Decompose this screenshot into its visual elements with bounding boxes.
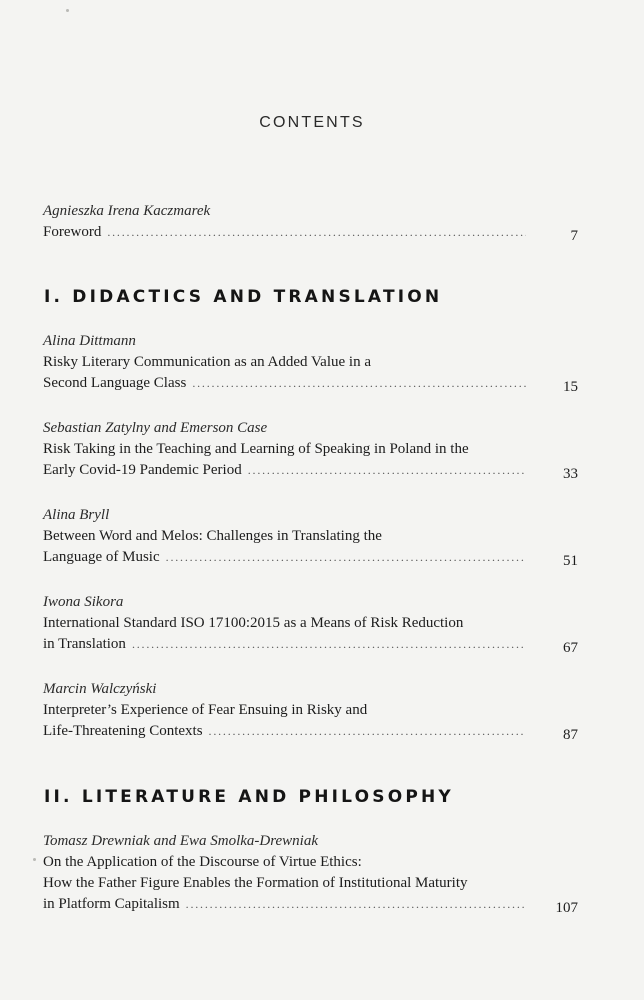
dot-leader <box>248 460 526 481</box>
toc-entry <box>43 505 578 568</box>
dot-leader <box>209 721 526 742</box>
entry-last-line <box>43 547 578 568</box>
entry-author: Agnieszka Irena Kaczmarek <box>43 203 211 219</box>
entry-last-line <box>43 460 578 481</box>
toc-entry <box>43 331 578 394</box>
paper-speck <box>66 9 69 12</box>
entry-author: Marcin Walczyński <box>43 681 157 697</box>
toc-entry <box>43 831 578 915</box>
entry-page-number: 107 <box>555 900 578 916</box>
entry-title-line: Second Language Class <box>43 375 187 391</box>
section-heading-didactics-translation: I. DIDACTICS AND TRANSLATION <box>44 287 443 307</box>
dot-leader <box>132 634 526 655</box>
toc-entry <box>43 679 578 742</box>
entry-title-line: Risky Literary Communication as an Added Value in a <box>43 354 371 370</box>
toc-entry-foreword <box>43 201 578 243</box>
entry-title-line: Interpreter’s Experience of Fear Ensuing in Risky and <box>43 702 368 718</box>
paper-speck <box>33 858 36 861</box>
entry-title-line: On the Application of the Discourse of Virtue Ethics: <box>43 854 362 870</box>
entry-last-line <box>43 222 578 243</box>
entry-title-line: Early Covid-19 Pandemic Period <box>43 462 242 478</box>
entry-page-number: 7 <box>570 228 578 244</box>
entry-title-line: How the Father Figure Enables the Formation of Institutional Maturity <box>43 875 468 891</box>
section-heading-literature-philosophy: II. LITERATURE AND PHILOSOPHY <box>44 787 454 807</box>
entry-page-number: 87 <box>563 727 578 743</box>
toc-entry <box>43 592 578 655</box>
entry-title-line: Foreword <box>43 224 102 240</box>
entry-title-line: Life-Threatening Contexts <box>43 723 203 739</box>
entry-page-number: 15 <box>563 379 578 395</box>
entry-last-line <box>43 634 578 655</box>
entry-author: Tomasz Drewniak and Ewa Smolka-Drewniak <box>43 833 318 849</box>
entry-title-line: Risk Taking in the Teaching and Learning of Speaking in Poland in the <box>43 441 469 457</box>
entry-page-number: 67 <box>563 640 578 656</box>
toc-entry <box>43 418 578 481</box>
page-title: CONTENTS <box>259 114 365 131</box>
dot-leader <box>186 894 526 915</box>
entry-page-number: 51 <box>563 553 578 569</box>
entry-title-line: in Translation <box>43 636 126 652</box>
entry-page-number: 33 <box>563 466 578 482</box>
dot-leader <box>107 222 526 243</box>
dot-leader <box>166 547 526 568</box>
entry-last-line <box>43 894 578 915</box>
entry-author: Sebastian Zatylny and Emerson Case <box>43 420 268 436</box>
entry-author: Alina Dittmann <box>43 333 136 349</box>
entry-author: Alina Bryll <box>43 507 110 523</box>
entry-last-line <box>43 373 578 394</box>
entry-title-line: Language of Music <box>43 549 160 565</box>
dot-leader <box>192 373 526 394</box>
entry-title-line: in Platform Capitalism <box>43 896 180 912</box>
entry-title-line: International Standard ISO 17100:2015 as a Means of Risk Reduction <box>43 615 464 631</box>
entry-author: Iwona Sikora <box>43 594 124 610</box>
entry-last-line <box>43 721 578 742</box>
entry-title-line: Between Word and Melos: Challenges in Translating the <box>43 528 382 544</box>
